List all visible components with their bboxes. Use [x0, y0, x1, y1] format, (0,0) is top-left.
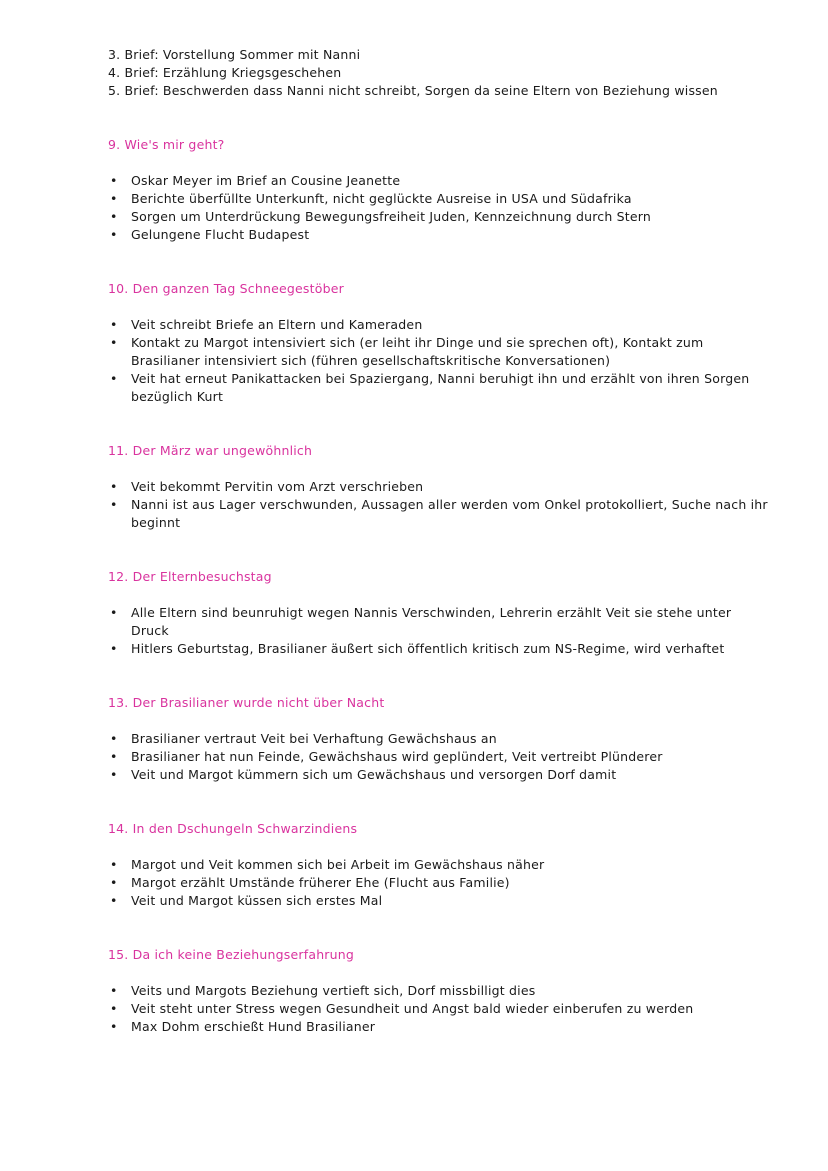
list-item: Margot erzählt Umstände früherer Ehe (Flucht aus Familie)	[131, 875, 510, 890]
bullet: •	[110, 173, 118, 188]
section-heading: 14. In den Dschungeln Schwarzindiens	[108, 821, 358, 836]
bullet: •	[110, 1019, 118, 1034]
bullet: •	[110, 749, 118, 764]
bullet: •	[110, 893, 118, 908]
bullet: •	[110, 191, 118, 206]
list-item: Veit bekommt Pervitin vom Arzt verschrieben	[131, 479, 424, 494]
list-item: Margot und Veit kommen sich bei Arbeit im Gewächshaus näher	[131, 857, 545, 872]
letter-item: 5. Brief: Beschwerden dass Nanni nicht schreibt, Sorgen da seine Eltern von Beziehung wissen	[108, 83, 718, 98]
section-heading: 13. Der Brasilianer wurde nicht über Nacht	[108, 695, 385, 710]
list-item: Alle Eltern sind beunruhigt wegen Nannis Verschwinden, Lehrerin erzählt Veit sie stehe unter Druck	[131, 605, 732, 638]
list-item: Max Dohm erschießt Hund Brasilianer	[131, 1019, 376, 1034]
list-item: Kontakt zu Margot intensiviert sich (er leiht ihr Dinge und sie sprechen oft), Kontakt zum Brasilianer intensiviert sich (führen gesellschaftskritische Konversationen)	[131, 335, 704, 368]
bullet: •	[110, 605, 118, 620]
list-item: Brasilianer hat nun Feinde, Gewächshaus wird geplündert, Veit vertreibt Plünderer	[131, 749, 663, 764]
list-item: Sorgen um Unterdrückung Bewegungsfreiheit Juden, Kennzeichnung durch Stern	[131, 209, 652, 224]
list-item: Oskar Meyer im Brief an Cousine Jeanette	[131, 173, 401, 188]
bullet: •	[110, 335, 118, 350]
list-item: Veits und Margots Beziehung vertieft sich, Dorf missbilligt dies	[131, 983, 536, 998]
letter-item: 3. Brief: Vorstellung Sommer mit Nanni	[108, 47, 361, 62]
bullet: •	[110, 371, 118, 386]
bullet: •	[110, 641, 118, 656]
list-item: Brasilianer vertraut Veit bei Verhaftung Gewächshaus an	[131, 731, 497, 746]
bullet: •	[110, 983, 118, 998]
section-heading: 15. Da ich keine Beziehungserfahrung	[108, 947, 355, 962]
bullet: •	[110, 317, 118, 332]
bullet: •	[110, 209, 118, 224]
bullet: •	[110, 479, 118, 494]
list-item: Gelungene Flucht Budapest	[131, 227, 310, 242]
list-item: Veit hat erneut Panikattacken bei Spaziergang, Nanni beruhigt ihn und erzählt von ihren Sorgen bezüglich Kurt	[131, 371, 750, 404]
list-item: Nanni ist aus Lager verschwunden, Aussagen aller werden vom Onkel protokolliert, Suche nach ihr beginnt	[131, 497, 768, 530]
section-heading: 12. Der Elternbesuchstag	[108, 569, 272, 584]
letter-item: 4. Brief: Erzählung Kriegsgeschehen	[108, 65, 342, 80]
list-item: Veit steht unter Stress wegen Gesundheit und Angst bald wieder einberufen zu werden	[131, 1001, 694, 1016]
bullet: •	[110, 1001, 118, 1016]
bullet: •	[110, 857, 118, 872]
section-heading: 9. Wie's mir geht?	[108, 137, 225, 152]
list-item: Veit und Margot kümmern sich um Gewächshaus und versorgen Dorf damit	[131, 767, 617, 782]
bullet: •	[110, 731, 118, 746]
bullet: •	[110, 767, 118, 782]
section-heading: 10. Den ganzen Tag Schneegestöber	[108, 281, 344, 296]
bullet: •	[110, 497, 118, 512]
list-item: Veit schreibt Briefe an Eltern und Kameraden	[131, 317, 423, 332]
bullet: •	[110, 875, 118, 890]
list-item: Berichte überfüllte Unterkunft, nicht geglückte Ausreise in USA und Südafrika	[131, 191, 632, 206]
bullet: •	[110, 227, 118, 242]
list-item: Hitlers Geburtstag, Brasilianer äußert sich öffentlich kritisch zum NS-Regime, wird verhaftet	[131, 641, 725, 656]
list-item: Veit und Margot küssen sich erstes Mal	[131, 893, 383, 908]
section-heading: 11. Der März war ungewöhnlich	[108, 443, 313, 458]
